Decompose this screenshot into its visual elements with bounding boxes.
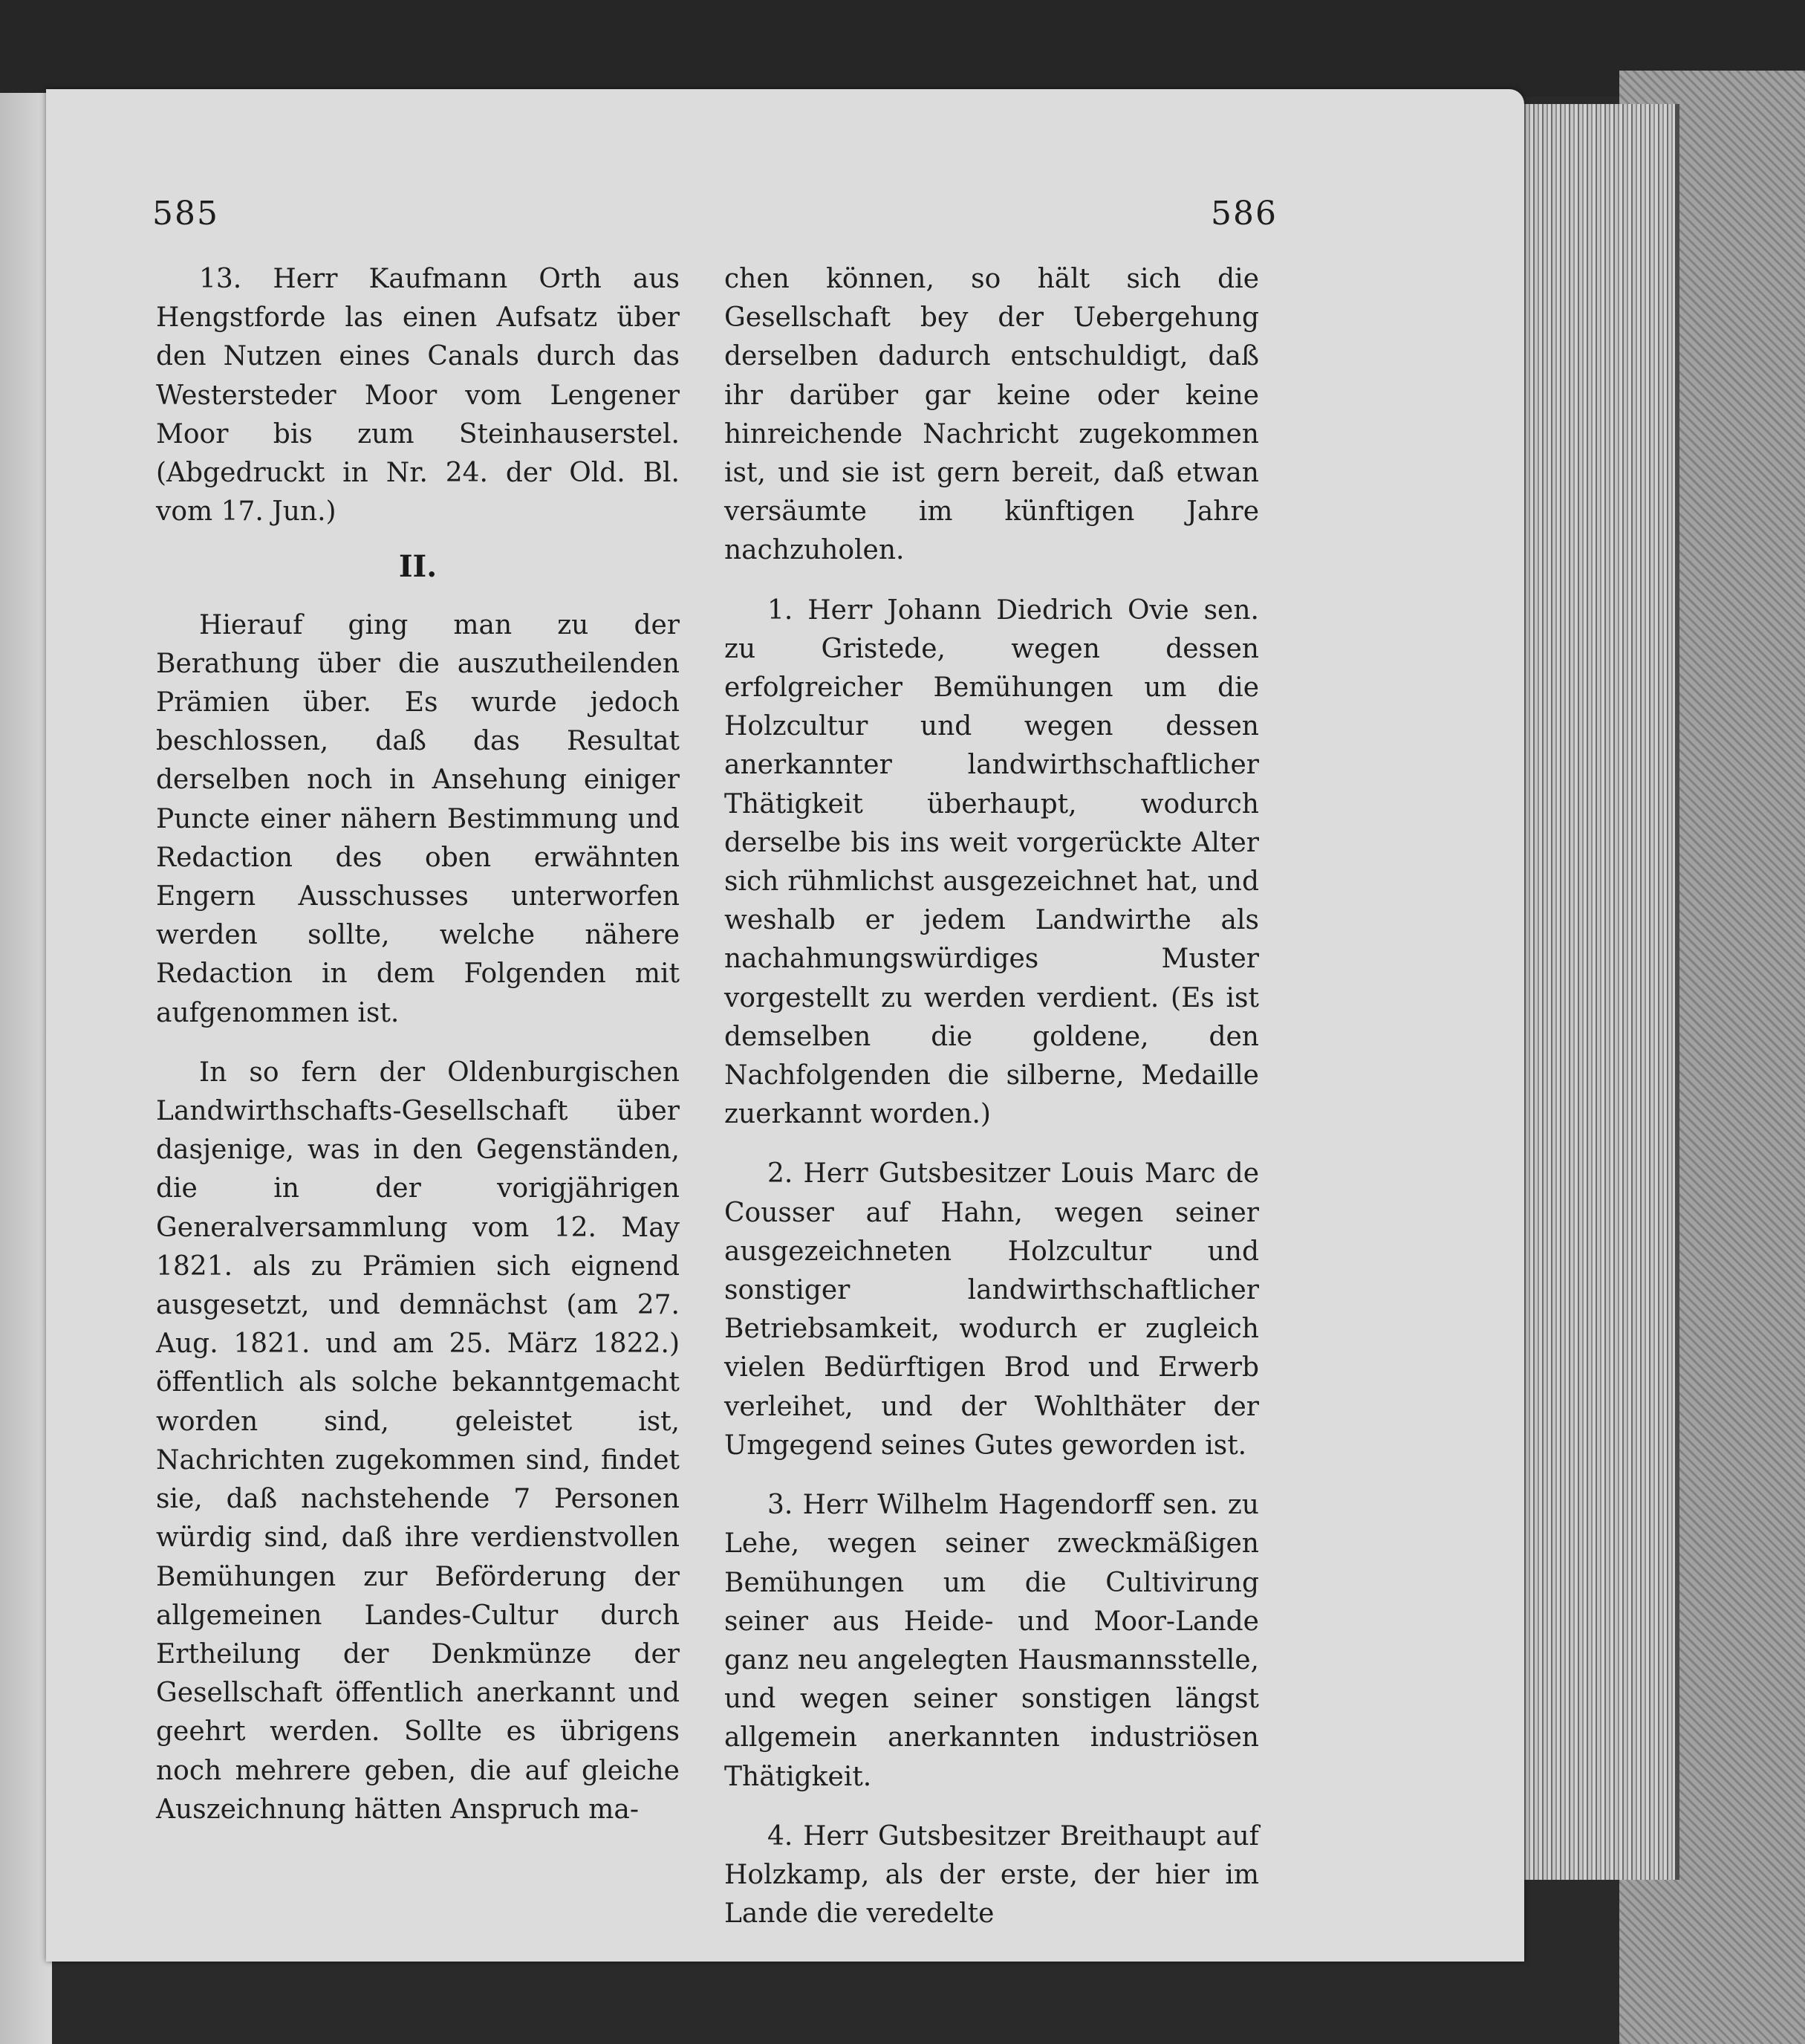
paragraph: 3. Herr Wilhelm Hagendorff sen. zu Lehe, wegen seiner zweckmäßigen Bemühungen um die Cultivirung seiner aus Heide- und Moor-Lande ganz neu angelegten Hausmannsstelle, und wegen seiner sonstigen längst allgemein anerkannten industriösen Thätigkeit.	[724, 1490, 1259, 1792]
paragraph: Hierauf ging man zu der Berathung über die auszutheilenden Prämien über. Es wurde jedoch beschlossen, daß das Resultat derselben noch in Ansehung einiger Puncte einer nähern Bestimmung und Redaction des oben erwähnten Engern Ausschusses unterworfen werden sollte, welche nähere Redaction in dem Folgenden mit aufgenommen ist.	[156, 609, 680, 1028]
right-column	[724, 260, 1259, 1933]
paragraph: 1. Herr Johann Diedrich Ovie sen. zu Gristede, wegen dessen erfolgreicher Bemühungen um die Holzcultur und wegen dessen anerkannter landwirthschaftlicher Thätigkeit überhaupt, wodurch derselbe bis ins weit vorgerückte Alter sich rühmlichst ausgezeichnet hat, und weshalb er jedem Landwirthe als nachahmungswürdiges Muster vorgestellt zu werden verdient. (Es ist demselben die goldene, den Nachfolgenden die silberne, Medaille zuerkannt worden.)	[724, 594, 1259, 1130]
page-number-right: 586	[1211, 195, 1278, 233]
paragraph: 4. Herr Gutsbesitzer Breithaupt auf Holzkamp, als der erste, der hier im Lande die veredelte	[724, 1820, 1259, 1930]
paragraph: 2. Herr Gutsbesitzer Louis Marc de Cousser auf Hahn, wegen seiner ausgezeichneten Holzcultur und sonstiger landwirthschaftlicher Betriebsamkeit, wodurch er zugleich vielen Bedürftigen Brod und Erwerb verleihet, und der Wohlthäter der Umgegend seines Gutes geworden ist.	[724, 1158, 1259, 1461]
paragraph: In so fern der Oldenburgischen Landwirthschafts-Gesellschaft über dasjenige, was in den Gegenständen, die in der vorigjährigen Generalversammlung vom 12. May 1821. als zu Prämien sich eignend ausgesetzt, und demnächst (am 27. Aug. 1821. und am 25. März 1822.) öffentlich als solche bekanntgemacht worden sind, geleistet ist, Nachrichten zugekommen sind, findet sie, daß nachstehende 7 Personen würdig sind, daß ihre verdienstvollen Bemühungen zur Beförderung der allgemeinen Landes-Cultur durch Ertheilung der Denkmünze der Gesellschaft öffentlich anerkannt und geehrt werden. Sollte es übrigens noch mehrere geben, die auf gleiche Auszeichnung hätten Anspruch ma-	[156, 1057, 680, 1825]
page-number-left: 585	[152, 195, 219, 233]
page-stack-edge	[1515, 104, 1679, 1880]
section-heading: II.	[398, 549, 438, 585]
background-top	[0, 0, 1805, 97]
left-column	[156, 260, 680, 1829]
paragraph: chen können, so hält sich die Gesellschaft bey der Uebergehung derselben dadurch entschuldigt, daß ihr darüber gar keine oder keine hinreichende Nachricht zugekommen ist, und sie ist gern bereit, daß etwan versäumte im künftigen Jahre nachzuholen.	[724, 264, 1259, 566]
left-page-edge	[0, 93, 52, 2044]
paragraph: 13. Herr Kaufmann Orth aus Hengstforde las einen Aufsatz über den Nutzen eines Canals durch das Westersteder Moor vom Lengener Moor bis zum Steinhauserstel. (Abgedruckt in Nr. 24. der Old. Bl. vom 17. Jun.)	[156, 264, 680, 528]
